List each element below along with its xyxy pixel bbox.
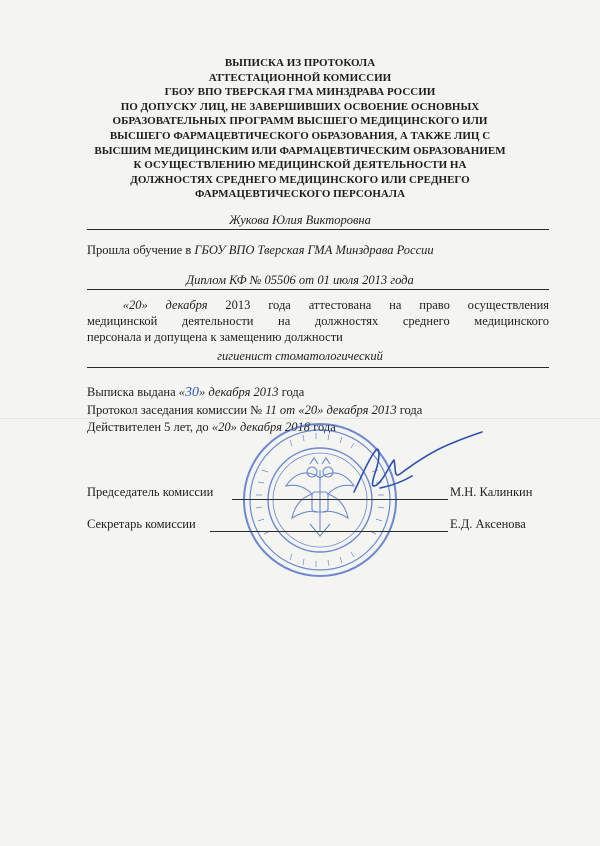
heading-line: ВЫСШИМ МЕДИЦИНСКИМ ИЛИ ФАРМАЦЕВТИЧЕСКИМ ОБРАЗОВАНИЕМ (94, 144, 506, 157)
heading-line: ДОЛЖНОСТЯХ СРЕДНЕГО МЕДИЦИНСКОГО ИЛИ СРЕДНЕГО (130, 173, 470, 186)
validity-date: «20» декабря 2018 (211, 420, 311, 434)
chair-signature-line (232, 499, 448, 500)
attestation-year: 2013 (225, 298, 251, 312)
issued-suffix: года (278, 385, 305, 399)
attestation-line-1 (87, 297, 549, 313)
issued-day-handwritten: 30 (185, 385, 200, 400)
attestation-line1-rest: года аттестована на право осуществления (250, 298, 550, 312)
document-heading (70, 56, 530, 202)
heading-line: ГБОУ ВПО ТВЕРСКАЯ ГМА МИНЗДРАВА РОССИИ (164, 86, 436, 99)
heading-line: ПО ДОПУСКУ ЛИЦ, НЕ ЗАВЕРШИВШИХ ОСВОЕНИЕ ОСНОВНЫХ (120, 100, 480, 113)
diploma-rule (87, 289, 549, 290)
secretary-name: Е.Д. Аксенова (450, 517, 526, 531)
issued-day-close: » (199, 385, 206, 399)
education-line (87, 243, 434, 258)
protocol-suffix: года (396, 403, 423, 417)
protocol-prefix: Протокол заседания комиссии № (87, 403, 266, 417)
attestation-paragraph (87, 297, 549, 345)
education-prefix: Прошла обучение в (87, 243, 195, 257)
chair-label: Председатель комиссии (87, 485, 214, 499)
attestation-day: «20» (122, 298, 148, 312)
issued-date-rest: декабря 2013 (205, 385, 279, 399)
issued-prefix: Выписка выдана (87, 385, 179, 399)
heading-line: АТТЕСТАЦИОННОЙ КОМИССИИ (208, 71, 392, 84)
issued-day-open: « (178, 385, 186, 399)
heading-line: ФАРМАЦЕВТИЧЕСКОГО ПЕРСОНАЛА (194, 188, 406, 201)
diploma-info: Диплом КФ № 05506 от 01 июля 2013 года (186, 273, 414, 287)
person-name: Жукова Юлия Викторовна (229, 213, 371, 227)
issued-line (87, 385, 304, 401)
name-rule (87, 229, 549, 230)
heading-line: К ОСУЩЕСТВЛЕНИЮ МЕДИЦИНСКОЙ ДЕЯТЕЛЬНОСТИ НА (133, 159, 467, 172)
attestation-line-3: персонала и допущена к замещению должности (87, 330, 343, 344)
protocol-line (87, 403, 422, 418)
heading-line: ВЫПИСКА ИЗ ПРОТОКОЛА (224, 57, 376, 69)
heading-line: ОБРАЗОВАТЕЛЬНЫХ ПРОГРАММ ВЫСШЕГО МЕДИЦИНСКОГО ИЛИ (112, 115, 488, 128)
paper-crease (0, 418, 600, 419)
position-rule (87, 367, 549, 368)
secretary-label: Секретарь комиссии (87, 517, 196, 531)
validity-prefix: Действителен 5 лет, до (87, 420, 212, 434)
education-institution: ГБОУ ВПО Тверская ГМА Минздрава России (194, 243, 434, 257)
chair-name: М.Н. Калинкин (450, 485, 533, 499)
attestation-line-2: медицинской деятельности на должностях среднего медицинского (87, 314, 549, 328)
validity-suffix: года (310, 420, 336, 434)
attestation-month: декабря (147, 298, 226, 312)
position-title: гигиенист стоматологический (217, 349, 383, 363)
protocol-number-date: 11 от «20» декабря 2013 (265, 403, 397, 417)
heading-line: ВЫСШЕГО ФАРМАЦЕВТИЧЕСКОГО ОБРАЗОВАНИЯ, А ТАКЖЕ ЛИЦ С (109, 129, 491, 142)
secretary-signature-line (210, 531, 448, 532)
